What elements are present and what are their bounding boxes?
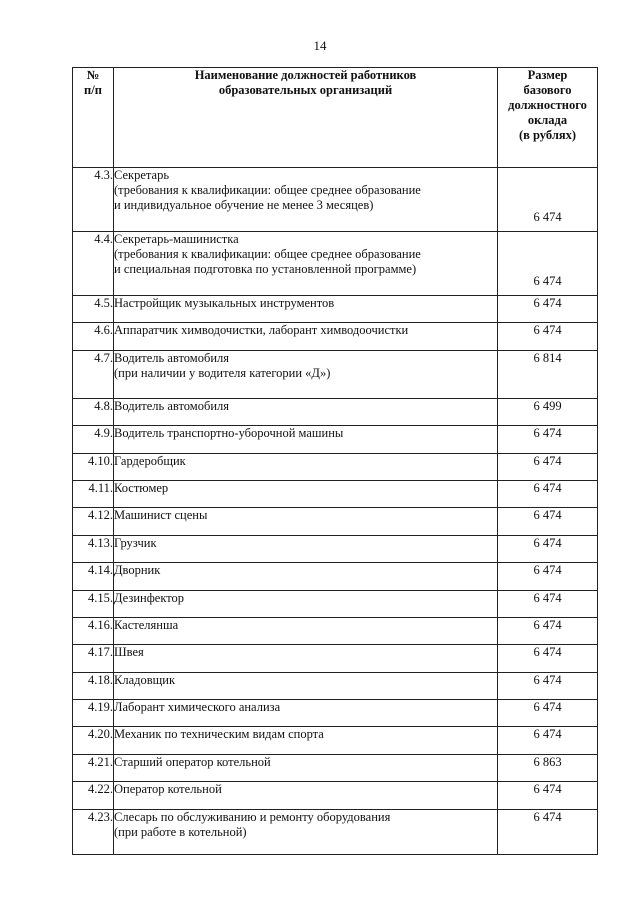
header-name-line: образовательных организаций	[218, 83, 393, 97]
position-name	[114, 645, 498, 672]
position-name	[114, 508, 498, 535]
position-name-line: Водитель автомобиля	[114, 398, 229, 413]
position-name	[114, 754, 498, 781]
header-amount-line: базового	[523, 83, 572, 97]
table-row	[73, 617, 598, 644]
position-name-line: Грузчик	[114, 535, 157, 550]
table-row	[73, 508, 598, 535]
position-name	[114, 782, 498, 809]
row-number: 4.15.	[73, 590, 114, 617]
header-salary-amount	[498, 68, 598, 168]
salary-amount: 6 474	[498, 168, 598, 232]
position-name-line: и индивидуальное обучение не менее 3 месяцев)	[114, 198, 374, 212]
table-row	[73, 782, 598, 809]
salary-amount: 6 474	[498, 809, 598, 854]
table-row	[73, 296, 598, 323]
table-row	[73, 672, 598, 699]
salary-amount: 6 474	[498, 617, 598, 644]
salary-amount: 6 474	[498, 590, 598, 617]
table-row	[73, 809, 598, 854]
salary-amount: 6 474	[498, 296, 598, 323]
table-row	[73, 563, 598, 590]
position-name-line: Аппаратчик химводочистки, лаборант химводоочистки	[114, 323, 409, 338]
table-row	[73, 535, 598, 562]
row-number: 4.22.	[73, 782, 114, 809]
row-number: 4.10.	[73, 453, 114, 480]
position-name	[114, 323, 498, 350]
page-number: 14	[313, 38, 327, 53]
row-number: 4.13.	[73, 535, 114, 562]
position-name-line: и специальная подготовка по установленной программе)	[114, 262, 417, 276]
position-name	[114, 232, 498, 296]
row-number: 4.9.	[73, 426, 114, 453]
position-name-line: Слесарь по обслуживанию и ремонту оборудования	[114, 809, 391, 824]
row-number: 4.21.	[73, 754, 114, 781]
position-name-line: Кастелянша	[114, 617, 179, 632]
header-amount-line: (в рублях)	[518, 128, 577, 142]
table-row	[73, 232, 598, 296]
table-row	[73, 700, 598, 727]
row-number: 4.16.	[73, 617, 114, 644]
position-name	[114, 617, 498, 644]
position-name	[114, 168, 498, 232]
position-name	[114, 453, 498, 480]
table-body	[73, 168, 598, 855]
position-name-line: (требования к квалификации: общее среднее образование	[114, 183, 421, 197]
table-row	[73, 754, 598, 781]
header-number-line: п/п	[84, 83, 102, 97]
table-row	[73, 645, 598, 672]
table-row	[73, 323, 598, 350]
salary-amount: 6 474	[498, 700, 598, 727]
table-row	[73, 398, 598, 425]
table-row	[73, 727, 598, 754]
position-name	[114, 672, 498, 699]
row-number: 4.17.	[73, 645, 114, 672]
position-name	[114, 480, 498, 507]
salary-amount: 6 474	[498, 323, 598, 350]
salary-amount: 6 474	[498, 727, 598, 754]
salary-amount: 6 474	[498, 453, 598, 480]
row-number: 4.4.	[73, 232, 114, 296]
position-name-line: Швея	[114, 645, 144, 660]
salary-amount: 6 474	[498, 563, 598, 590]
position-name-line: Оператор котельной	[114, 782, 222, 797]
row-number: 4.23.	[73, 809, 114, 854]
row-number: 4.7.	[73, 350, 114, 398]
position-name-line: Лаборант химического анализа	[114, 700, 281, 715]
salary-amount: 6 474	[498, 480, 598, 507]
position-name-line: Дворник	[114, 563, 161, 578]
position-name	[114, 809, 498, 854]
table-row	[73, 168, 598, 232]
salary-amount: 6 814	[498, 350, 598, 398]
row-number: 4.5.	[73, 296, 114, 323]
table-row	[73, 453, 598, 480]
position-name	[114, 296, 498, 323]
row-number: 4.3.	[73, 168, 114, 232]
row-number: 4.8.	[73, 398, 114, 425]
position-name-line: Секретарь-машинистка	[114, 232, 239, 246]
position-name-line: Водитель транспортно-уборочной машины	[114, 426, 344, 441]
row-number: 4.19.	[73, 700, 114, 727]
row-number: 4.20.	[73, 727, 114, 754]
position-name-line: (требования к квалификации: общее среднее образование	[114, 247, 421, 261]
position-name-line: Настройщик музыкальных инструментов	[114, 296, 335, 310]
position-name-line: Водитель автомобиля	[114, 350, 229, 365]
position-name	[114, 727, 498, 754]
position-name	[114, 398, 498, 425]
row-number: 4.12.	[73, 508, 114, 535]
row-number: 4.6.	[73, 323, 114, 350]
position-name-line: Кладовщик	[114, 672, 176, 687]
position-name-line: (при работе в котельной)	[114, 824, 247, 839]
salary-table	[72, 67, 598, 855]
salary-amount: 6 863	[498, 754, 598, 781]
salary-amount: 6 474	[498, 645, 598, 672]
salary-amount: 6 474	[498, 508, 598, 535]
salary-amount: 6 474	[498, 232, 598, 296]
position-name	[114, 590, 498, 617]
position-name-line: Костюмер	[114, 480, 169, 495]
salary-amount: 6 474	[498, 535, 598, 562]
header-number-line: №	[86, 68, 100, 82]
position-name-line: Секретарь	[114, 168, 170, 182]
row-number: 4.11.	[73, 480, 114, 507]
position-name	[114, 426, 498, 453]
table-header-row	[73, 68, 598, 168]
position-name-line: Гардеробщик	[114, 453, 186, 468]
header-number	[73, 68, 114, 168]
salary-amount: 6 474	[498, 426, 598, 453]
header-amount-line: Размер	[527, 68, 568, 82]
position-name-line: (при наличии у водителя категории «Д»)	[114, 365, 331, 380]
table-row	[73, 480, 598, 507]
header-name-line: Наименование должностей работников	[194, 68, 417, 82]
table-row	[73, 350, 598, 398]
position-name	[114, 700, 498, 727]
position-name-line: Дезинфектор	[114, 590, 185, 605]
position-name-line: Старший оператор котельной	[114, 754, 271, 769]
salary-amount: 6 474	[498, 672, 598, 699]
position-name	[114, 535, 498, 562]
header-amount-line: должностного	[508, 98, 587, 112]
row-number: 4.18.	[73, 672, 114, 699]
position-name-line: Механик по техническим видам спорта	[114, 727, 324, 742]
position-name-line: Машинист сцены	[114, 508, 208, 523]
table-row	[73, 590, 598, 617]
salary-amount: 6 474	[498, 782, 598, 809]
table-row	[73, 426, 598, 453]
position-name	[114, 563, 498, 590]
position-name	[114, 350, 498, 398]
salary-amount: 6 499	[498, 398, 598, 425]
header-position-name	[114, 68, 498, 168]
header-amount-line: оклада	[527, 113, 568, 127]
row-number: 4.14.	[73, 563, 114, 590]
